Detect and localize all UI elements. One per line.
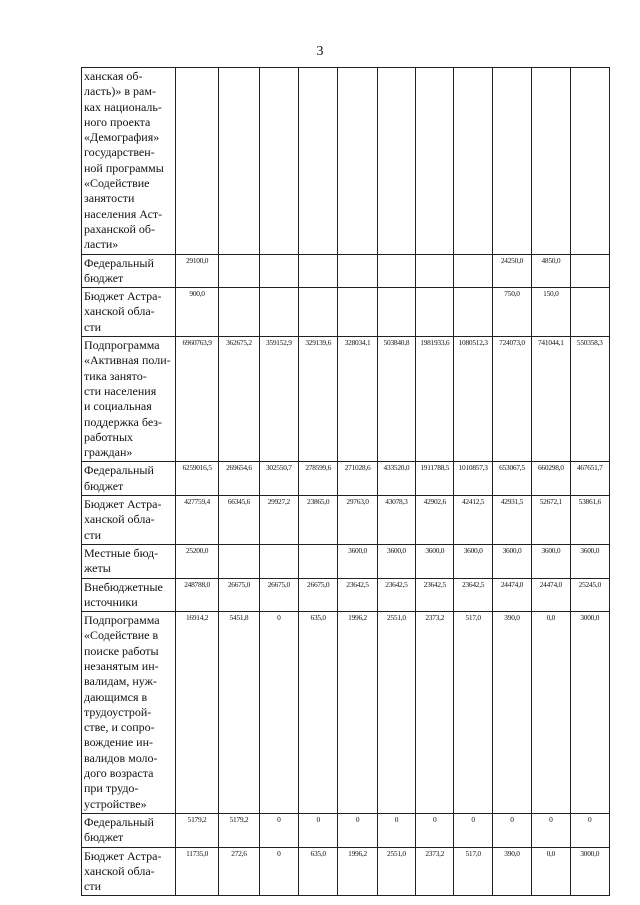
table-row (82, 462, 610, 496)
value-cell: 53861,6 (570, 496, 609, 545)
value-cell: 42902,6 (416, 496, 454, 545)
value-cell (454, 68, 492, 255)
value-cell: 653067,5 (492, 462, 531, 496)
value-cell (416, 254, 454, 288)
value-cell: 3000,0 (570, 612, 609, 814)
value-cell: 3600,0 (532, 544, 570, 578)
value-cell: 0,0 (532, 612, 570, 814)
value-cell (377, 288, 415, 337)
value-cell: 2551,0 (377, 847, 415, 896)
value-cell: 1996,2 (338, 612, 377, 814)
value-cell: 724073,0 (492, 337, 531, 462)
value-cell: 29763,0 (338, 496, 377, 545)
value-cell: 741044,1 (532, 337, 570, 462)
row-label: Федеральный бюджет (82, 813, 176, 847)
value-cell: 0,0 (532, 847, 570, 896)
value-cell (259, 544, 298, 578)
value-cell: 660298,0 (532, 462, 570, 496)
value-cell: 0 (338, 813, 377, 847)
value-cell: 23642,5 (454, 578, 492, 612)
value-cell (338, 288, 377, 337)
value-cell: 635,0 (299, 612, 338, 814)
row-label: Федеральный бюджет (82, 254, 176, 288)
row-label: Бюджет Астра- ханской обла- сти (82, 847, 176, 896)
value-cell (299, 254, 338, 288)
value-cell: 23642,5 (377, 578, 415, 612)
table-row (82, 254, 610, 288)
value-cell: 517,0 (454, 847, 492, 896)
value-cell: 0 (259, 612, 298, 814)
value-cell: 43078,3 (377, 496, 415, 545)
value-cell: 302550,7 (259, 462, 298, 496)
value-cell: 0 (532, 813, 570, 847)
table-row (82, 337, 610, 462)
value-cell: 29927,2 (259, 496, 298, 545)
value-cell (570, 68, 609, 255)
value-cell: 4850,0 (532, 254, 570, 288)
value-cell: 2373,2 (416, 612, 454, 814)
value-cell (299, 288, 338, 337)
value-cell: 329139,6 (299, 337, 338, 462)
table-row (82, 612, 610, 814)
row-label: Федеральный бюджет (82, 462, 176, 496)
value-cell (570, 288, 609, 337)
value-cell: 6960763,9 (175, 337, 218, 462)
value-cell (259, 254, 298, 288)
table-body (82, 68, 610, 896)
value-cell: 150,0 (532, 288, 570, 337)
value-cell: 467651,7 (570, 462, 609, 496)
value-cell: 23642,5 (416, 578, 454, 612)
value-cell (454, 288, 492, 337)
value-cell (570, 254, 609, 288)
value-cell: 0 (416, 813, 454, 847)
value-cell (492, 68, 531, 255)
value-cell: 5179,2 (219, 813, 259, 847)
table-row (82, 288, 610, 337)
value-cell: 66345,6 (219, 496, 259, 545)
row-label: Подпрограмма «Активная поли- тика занято- сти населения и социальная поддержка без- работных граждан» (82, 337, 176, 462)
value-cell: 390,0 (492, 612, 531, 814)
value-cell: 248788,0 (175, 578, 218, 612)
value-cell: 0 (299, 813, 338, 847)
value-cell: 0 (259, 847, 298, 896)
value-cell: 1996,2 (338, 847, 377, 896)
value-cell: 3600,0 (416, 544, 454, 578)
value-cell: 42412,5 (454, 496, 492, 545)
value-cell (219, 544, 259, 578)
row-label: Подпрограмма «Содействие в поиске работы незанятым ин- валидам, нуж- дающимся в трудоустрой- стве, и сопро- вождение ин- валидов моло- дого возраста при трудо- устройстве» (82, 612, 176, 814)
value-cell: 24474,0 (532, 578, 570, 612)
value-cell: 2551,0 (377, 612, 415, 814)
value-cell: 550358,3 (570, 337, 609, 462)
value-cell: 0 (259, 813, 298, 847)
value-cell: 25245,0 (570, 578, 609, 612)
value-cell: 635,0 (299, 847, 338, 896)
value-cell: 52672,1 (532, 496, 570, 545)
value-cell: 427759,4 (175, 496, 218, 545)
value-cell: 362675,2 (219, 337, 259, 462)
value-cell: 5179,2 (175, 813, 218, 847)
value-cell: 42931,5 (492, 496, 531, 545)
row-label: Местные бюд- жеты (82, 544, 176, 578)
row-label: ханская об- ласть)» в рам- ках националь- ного проекта «Демография» государствен- ной программы «Содействие занятости населения Аст- раханской об- ласти» (82, 68, 176, 255)
value-cell (175, 68, 218, 255)
value-cell: 0 (570, 813, 609, 847)
page-number: 3 (316, 44, 324, 59)
value-cell: 0 (454, 813, 492, 847)
budget-table (81, 67, 610, 896)
table-row (82, 544, 610, 578)
value-cell (416, 68, 454, 255)
value-cell: 390,0 (492, 847, 531, 896)
value-cell (219, 68, 259, 255)
table-row (82, 68, 610, 255)
value-cell: 11735,0 (175, 847, 218, 896)
value-cell: 24474,0 (492, 578, 531, 612)
value-cell (259, 68, 298, 255)
value-cell: 5451,8 (219, 612, 259, 814)
value-cell (259, 288, 298, 337)
value-cell: 16914,2 (175, 612, 218, 814)
value-cell: 23865,0 (299, 496, 338, 545)
table-row (82, 578, 610, 612)
value-cell: 328034,1 (338, 337, 377, 462)
value-cell: 3600,0 (338, 544, 377, 578)
table-row (82, 847, 610, 896)
value-cell: 26675,0 (259, 578, 298, 612)
value-cell: 359152,9 (259, 337, 298, 462)
value-cell: 2373,2 (416, 847, 454, 896)
value-cell: 23642,5 (338, 578, 377, 612)
value-cell: 433520,0 (377, 462, 415, 496)
value-cell: 3600,0 (492, 544, 531, 578)
value-cell: 29100,0 (175, 254, 218, 288)
value-cell: 517,0 (454, 612, 492, 814)
value-cell: 900,0 (175, 288, 218, 337)
value-cell: 6259016,5 (175, 462, 218, 496)
value-cell (454, 254, 492, 288)
value-cell: 26675,0 (299, 578, 338, 612)
value-cell (377, 254, 415, 288)
value-cell (219, 288, 259, 337)
value-cell: 278599,6 (299, 462, 338, 496)
value-cell (299, 68, 338, 255)
row-label: Бюджет Астра- ханской обла- сти (82, 288, 176, 337)
value-cell (338, 254, 377, 288)
value-cell: 1010857,3 (454, 462, 492, 496)
value-cell: 0 (492, 813, 531, 847)
value-cell (416, 288, 454, 337)
value-cell: 272,6 (219, 847, 259, 896)
value-cell: 3000,0 (570, 847, 609, 896)
value-cell (338, 68, 377, 255)
value-cell (532, 68, 570, 255)
value-cell: 750,0 (492, 288, 531, 337)
value-cell: 269654,6 (219, 462, 259, 496)
value-cell: 26675,0 (219, 578, 259, 612)
value-cell: 24250,0 (492, 254, 531, 288)
value-cell: 1981933,6 (416, 337, 454, 462)
value-cell: 3600,0 (570, 544, 609, 578)
value-cell (377, 68, 415, 255)
value-cell: 0 (377, 813, 415, 847)
value-cell: 25200,0 (175, 544, 218, 578)
value-cell: 503840,8 (377, 337, 415, 462)
value-cell: 1911788,5 (416, 462, 454, 496)
value-cell (219, 254, 259, 288)
value-cell: 271028,6 (338, 462, 377, 496)
table-row (82, 813, 610, 847)
value-cell: 3600,0 (377, 544, 415, 578)
value-cell (299, 544, 338, 578)
value-cell: 3600,0 (454, 544, 492, 578)
table-row (82, 496, 610, 545)
row-label: Бюджет Астра- ханской обла- сти (82, 496, 176, 545)
row-label: Внебюджетные источники (82, 578, 176, 612)
value-cell: 1080512,3 (454, 337, 492, 462)
